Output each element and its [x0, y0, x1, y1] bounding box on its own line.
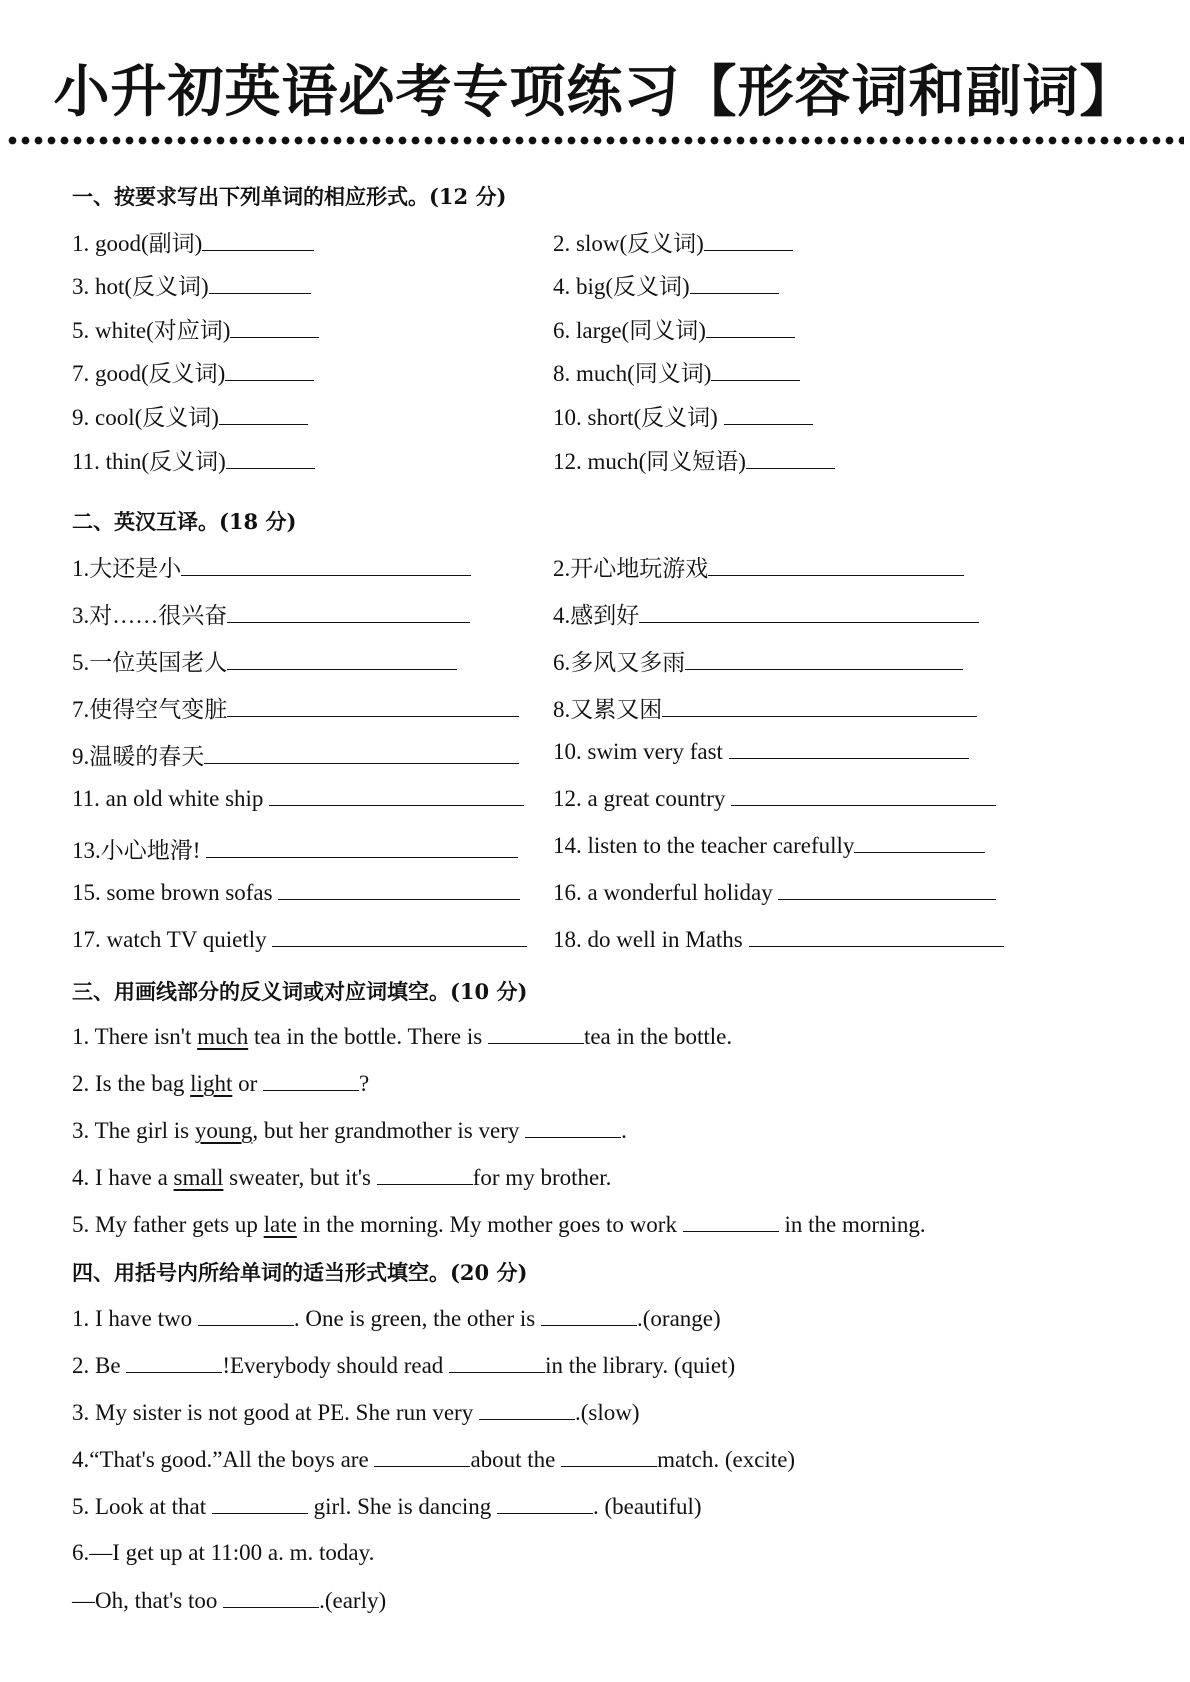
answer-blank[interactable] — [263, 1070, 359, 1091]
section3-question-3: 3. The girl is young, but her grandmother is very . — [72, 1118, 627, 1143]
section2-item-3: 3.对……很兴奋 — [72, 597, 470, 630]
answer-blank[interactable] — [225, 360, 314, 381]
answer-blank[interactable] — [374, 1446, 470, 1467]
section2-item-14: 14. listen to the teacher carefully — [553, 832, 985, 859]
answer-blank[interactable] — [227, 602, 470, 623]
section2-item-13: 13.小心地滑! — [72, 832, 518, 865]
section1-item-10: 10. short(反义词) — [553, 399, 813, 432]
section2-item-12: 12. a great country — [553, 785, 996, 812]
answer-blank[interactable] — [226, 448, 315, 469]
answer-blank[interactable] — [706, 317, 795, 338]
answer-blank[interactable] — [377, 1164, 473, 1185]
section1-heading: 一、按要求写出下列单词的相应形式。(12 分) — [72, 184, 507, 209]
section1-item-3: 3. hot(反义词) — [72, 268, 311, 301]
section3-question-2: 2. Is the bag light or ? — [72, 1071, 370, 1096]
section4-question-4: 4.“That's good.”All the boys are about the match. (excite) — [72, 1447, 796, 1472]
answer-blank[interactable] — [181, 555, 471, 576]
section1-item-5: 5. white(对应词) — [72, 312, 319, 345]
section1-item-11: 11. thin(反义词) — [72, 443, 315, 476]
answer-blank[interactable] — [198, 1305, 294, 1326]
answer-blank[interactable] — [227, 696, 519, 717]
answer-blank[interactable] — [690, 273, 779, 294]
answer-blank[interactable] — [746, 448, 835, 469]
answer-blank[interactable] — [685, 649, 963, 670]
section2-item-16: 16. a wonderful holiday — [553, 879, 996, 906]
answer-blank[interactable] — [724, 404, 813, 425]
section3-heading: 三、用画线部分的反义词或对应词填空。(10 分) — [72, 979, 528, 1004]
section4-question-2: 2. Be !Everybody should read in the library. (quiet) — [72, 1353, 736, 1378]
section3-question-1: 1. There isn't much tea in the bottle. There is tea in the bottle. — [72, 1024, 733, 1049]
answer-blank[interactable] — [683, 1211, 779, 1232]
section2-item-9: 9.温暖的春天 — [72, 738, 519, 771]
answer-blank[interactable] — [219, 404, 308, 425]
answer-blank[interactable] — [639, 602, 979, 623]
section4-question-6: 6.—I get up at 11:00 a. m. today. — [72, 1540, 375, 1565]
section4-heading: 四、用括号内所给单词的适当形式填空。(20 分) — [72, 1260, 528, 1285]
section1-item-8: 8. much(同义词) — [553, 355, 800, 388]
answer-blank[interactable] — [449, 1352, 545, 1373]
answer-blank[interactable] — [212, 1493, 308, 1514]
answer-blank[interactable] — [202, 230, 314, 251]
answer-blank[interactable] — [708, 555, 964, 576]
section4-question-5: 5. Look at that girl. She is dancing . (beautiful) — [72, 1494, 702, 1519]
section2-item-11: 11. an old white ship — [72, 785, 524, 812]
answer-blank[interactable] — [227, 649, 457, 670]
answer-blank[interactable] — [561, 1446, 657, 1467]
answer-blank[interactable] — [223, 1587, 319, 1608]
answer-blank[interactable] — [209, 273, 311, 294]
answer-blank[interactable] — [778, 879, 996, 900]
answer-blank[interactable] — [497, 1493, 593, 1514]
section4-question-6-response: —Oh, that's too .(early) — [72, 1588, 387, 1613]
answer-blank[interactable] — [272, 926, 527, 947]
answer-blank[interactable] — [126, 1352, 222, 1373]
section1-item-1: 1. good(副词) — [72, 225, 314, 258]
section4-question-3: 3. My sister is not good at PE. She run very .(slow) — [72, 1400, 640, 1425]
answer-blank[interactable] — [749, 926, 1004, 947]
answer-blank[interactable] — [479, 1399, 575, 1420]
section3-question-5: 5. My father gets up late in the morning. My mother goes to work in the morning. — [72, 1212, 926, 1237]
answer-blank[interactable] — [662, 696, 977, 717]
section2-item-18: 18. do well in Maths — [553, 926, 1004, 953]
section4-question-1: 1. I have two . One is green, the other is .(orange) — [72, 1306, 721, 1331]
section2-heading: 二、英汉互译。(18 分) — [72, 509, 297, 534]
answer-blank[interactable] — [704, 230, 793, 251]
dotted-divider — [6, 136, 1184, 145]
answer-blank[interactable] — [541, 1305, 637, 1326]
section2-item-1: 1.大还是小 — [72, 550, 471, 583]
section1-item-6: 6. large(同义词) — [553, 312, 795, 345]
section1-item-7: 7. good(反义词) — [72, 355, 314, 388]
section1-item-12: 12. much(同义短语) — [553, 443, 835, 476]
section3-question-4: 4. I have a small sweater, but it's for my brother. — [72, 1165, 612, 1190]
section1-item-2: 2. slow(反义词) — [553, 225, 793, 258]
section2-item-4: 4.感到好 — [553, 597, 979, 630]
section2-item-15: 15. some brown sofas — [72, 879, 520, 906]
answer-blank[interactable] — [711, 360, 800, 381]
section2-item-8: 8.又累又困 — [553, 691, 977, 724]
answer-blank[interactable] — [206, 837, 518, 858]
answer-blank[interactable] — [854, 832, 985, 853]
answer-blank[interactable] — [488, 1023, 584, 1044]
section2-item-10: 10. swim very fast — [553, 738, 969, 765]
section2-item-7: 7.使得空气变脏 — [72, 691, 519, 724]
answer-blank[interactable] — [278, 879, 520, 900]
section2-item-6: 6.多风又多雨 — [553, 644, 963, 677]
section2-item-17: 17. watch TV quietly — [72, 926, 527, 953]
answer-blank[interactable] — [204, 743, 519, 764]
section2-item-5: 5.一位英国老人 — [72, 644, 457, 677]
page-title: 小升初英语必考专项练习【形容词和副词】 — [53, 59, 1137, 125]
answer-blank[interactable] — [525, 1117, 621, 1138]
answer-blank[interactable] — [731, 785, 996, 806]
answer-blank[interactable] — [230, 317, 319, 338]
answer-blank[interactable] — [269, 785, 524, 806]
section1-item-4: 4. big(反义词) — [553, 268, 779, 301]
section2-item-2: 2.开心地玩游戏 — [553, 550, 964, 583]
section1-item-9: 9. cool(反义词) — [72, 399, 308, 432]
answer-blank[interactable] — [729, 738, 969, 759]
